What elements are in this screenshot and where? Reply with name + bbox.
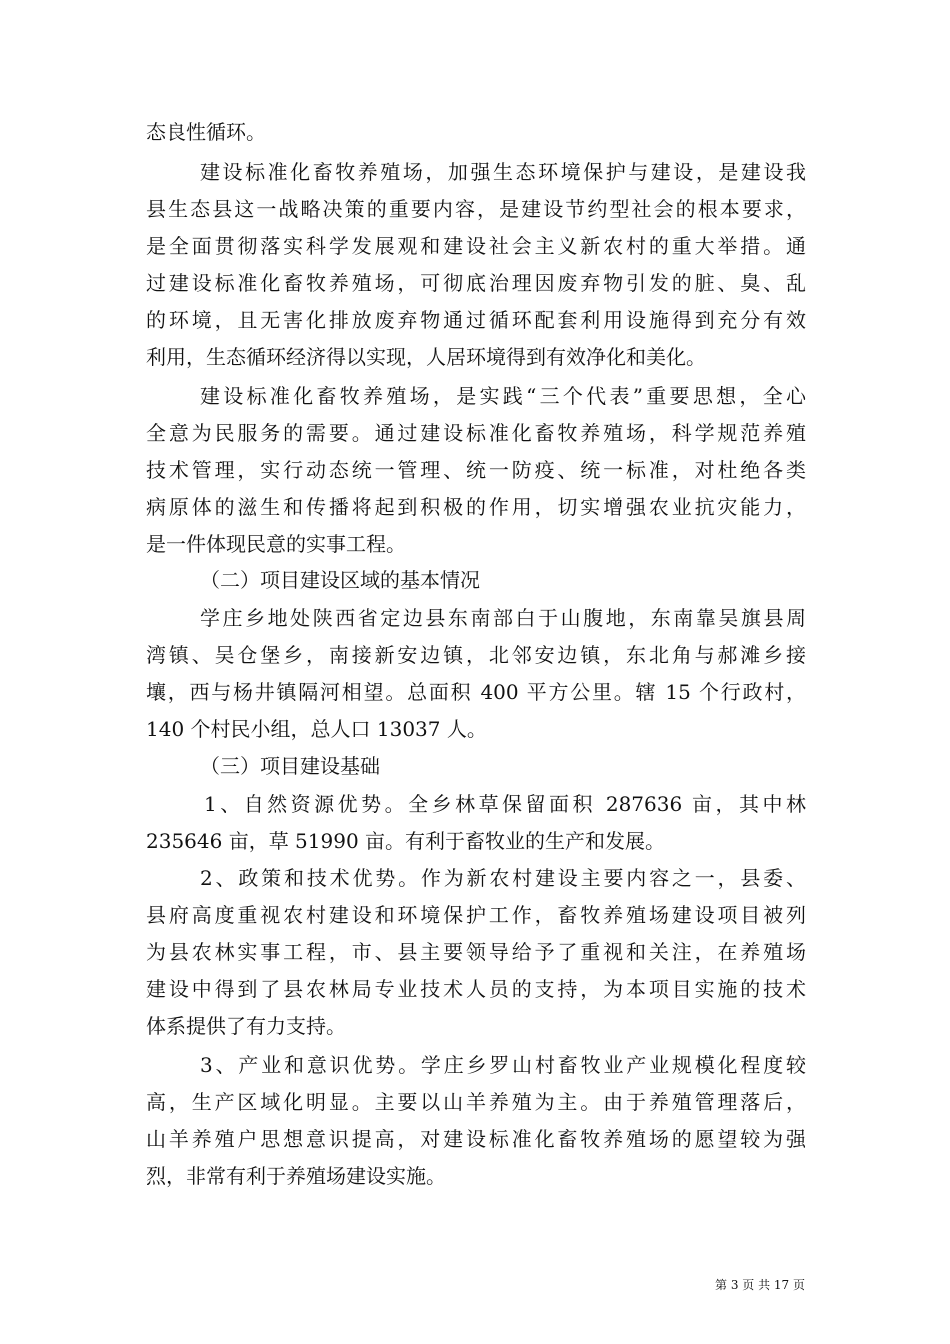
paragraph-policy-line-5: 体系提供了有力支持。 xyxy=(146,1014,346,1038)
paragraph-region-line-2: 湾镇、吴仓堡乡，南接新安边镇，北邻安边镇，东北角与郝滩乡接 xyxy=(146,643,806,667)
paragraph-ecology-line-2: 县生态县这一战略决策的重要内容，是建设节约型社会的根本要求， xyxy=(146,197,806,221)
paragraph-service-line-1: 建设标准化畜牧养殖场，是实践“三个代表”重要思想，全心 xyxy=(200,384,806,408)
paragraph-natural-line-1: 1、自然资源优势。全乡林草保留面积 287636 亩，其中林 xyxy=(204,792,806,816)
paragraph-industry-line-3: 山羊养殖户思想意识提高，对建设标准化畜牧养殖场的愿望较为强 xyxy=(146,1127,806,1151)
paragraph-region-line-3: 壤，西与杨井镇隔河相望。总面积 400 平方公里。辖 15 个行政村， xyxy=(146,680,806,704)
paragraph-industry-line-2: 高，生产区域化明显。主要以山羊养殖为主。由于养殖管理落后， xyxy=(146,1090,806,1114)
paragraph-industry-line-1: 3、产业和意识优势。学庄乡罗山村畜牧业产业规模化程度较 xyxy=(200,1053,806,1077)
paragraph-service-line-4: 病原体的滋生和传播将起到积极的作用，切实增强农业抗灾能力， xyxy=(146,495,806,519)
paragraph-industry-line-4: 烈，非常有利于养殖场建设实施。 xyxy=(146,1164,446,1188)
paragraph-policy-line-3: 为县农林实事工程，市、县主要领导给予了重视和关注，在养殖场 xyxy=(146,940,806,964)
paragraph-ecology-line-3: 是全面贯彻落实科学发展观和建设社会主义新农村的重大举措。通 xyxy=(146,234,806,258)
paragraph-policy-line-2: 县府高度重视农村建设和环境保护工作，畜牧养殖场建设项目被列 xyxy=(146,903,806,927)
paragraph-service-line-5: 是一件体现民意的实事工程。 xyxy=(146,532,406,556)
paragraph-ecology-line-1: 建设标准化畜牧养殖场，加强生态环境保护与建设，是建设我 xyxy=(200,160,806,184)
paragraph-service-line-3: 技术管理，实行动态统一管理、统一防疫、统一标准，对杜绝各类 xyxy=(146,458,806,482)
section-heading-foundation: （三）项目建设基础 xyxy=(200,754,380,778)
paragraph-policy-line-1: 2、政策和技术优势。作为新农村建设主要内容之一，县委、 xyxy=(200,866,806,890)
paragraph-region-line-4: 140 个村民小组，总人口 13037 人。 xyxy=(146,717,487,741)
paragraph-policy-line-4: 建设中得到了县农林局专业技术人员的支持，为本项目实施的技术 xyxy=(146,977,806,1001)
paragraph-ecology-line-4: 过建设标准化畜牧养殖场，可彻底治理因废弃物引发的脏、臭、乱 xyxy=(146,271,806,295)
paragraph-ecology-line-5: 的环境，且无害化排放废弃物通过循环配套利用设施得到充分有效 xyxy=(146,308,806,332)
paragraph-service-line-2: 全意为民服务的需要。通过建设标准化畜牧养殖场，科学规范养殖 xyxy=(146,421,806,445)
text-line-continuation: 态良性循环。 xyxy=(146,120,266,144)
section-heading-region: （二）项目建设区域的基本情况 xyxy=(200,568,480,592)
paragraph-region-line-1: 学庄乡地处陕西省定边县东南部白于山腹地，东南靠吴旗县周 xyxy=(200,606,806,630)
paragraph-natural-line-2: 235646 亩，草 51990 亩。有利于畜牧业的生产和发展。 xyxy=(146,829,666,853)
page-number-footer: 第 3 页 共 17 页 xyxy=(715,1278,805,1292)
paragraph-ecology-line-6: 利用，生态循环经济得以实现，人居环境得到有效净化和美化。 xyxy=(146,345,706,369)
